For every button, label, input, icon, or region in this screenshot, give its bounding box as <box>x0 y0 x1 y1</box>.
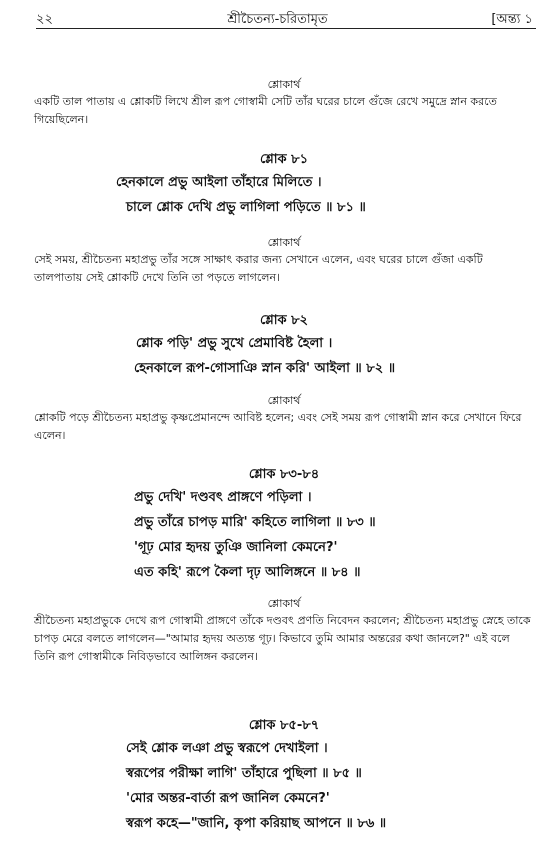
verse-block <box>34 465 534 585</box>
header-rule <box>36 28 536 29</box>
page-header <box>0 6 555 30</box>
verse-line: স্বরূপের পরীক্ষা লাগি' তাঁহারে পুছিলা ॥ ৮৫ ॥ <box>126 766 362 781</box>
verse-line: হেনকালে রূপ-গোসাঞি স্নান করি' আইলা ॥ ৮২ ॥ <box>134 361 396 376</box>
page-number: ২২ <box>36 12 53 27</box>
translation-block <box>34 77 534 129</box>
verse-heading: শ্লোক ৮৩-৮৪ <box>248 467 320 482</box>
verse-line: শ্লোক পড়ি' প্রভু সুখে প্রেমাবিষ্ট হৈলা । <box>136 336 333 351</box>
translation-text: একটি তাল পাতায় এ শ্লোকটি লিখে শ্রীল রূপ গোস্বামী সেটি তাঁর ঘরের চালে গুঁজে রেখে সমুদ্রে স্নান করতে গিয়েছিলেন। <box>34 95 497 126</box>
verse-heading: শ্লোক ৮৫-৮৭ <box>248 718 320 733</box>
verse-line: 'মোর অন্তর-বার্তা রূপ জানিল কেমনে?' <box>126 791 330 806</box>
verse-heading: শ্লোক ৮২ <box>259 313 309 328</box>
verse-line: এত কহি' রূপে কৈলা দৃঢ় আলিঙ্গনে ॥ ৮৪ ॥ <box>134 565 361 580</box>
verse-block <box>34 311 534 381</box>
translation-block <box>34 596 534 666</box>
chapter-reference: [অন্ত্য ১ <box>491 12 533 27</box>
verse-block <box>34 150 534 220</box>
verse-line: 'গূঢ় মোর হৃদয় তুঞি জানিলা কেমনে?' <box>134 540 338 555</box>
verse-heading: শ্লোক ৮১ <box>259 152 309 167</box>
running-title: শ্রীচৈতন্য-চরিতামৃত <box>227 12 328 27</box>
verse-line: প্রভু দেখি' দণ্ডবৎ প্রাঙ্গণে পড়িলা । <box>134 490 312 505</box>
translation-text: শ্রীচৈতন্য মহাপ্রভুকে দেখে রূপ গোস্বামী প্রাঙ্গণে তাঁকে দণ্ডবৎ প্রণতি নিবেদন করলেন; শ্রীচৈতন্য মহাপ্রভু স্নেহে তাকে চাপড় মেরে বলতে লাগলেন—"আমার হৃদয় অত্যন্ত গূঢ়। কিভাবে তুমি আমার অন্তরের কথা জানলে?" এই বলে তিনি রূপ গোস্বামীকে নিবিড়ভাবে আলিঙ্গন করলেন। <box>34 614 531 663</box>
translation-label: শ্লোকার্থ <box>267 394 301 407</box>
verse-line: চালে শ্লোক দেখি প্রভু লাগিলা পড়িতে ॥ ৮১ ॥ <box>126 200 366 215</box>
verse-line: সেই শ্লোক লঞা প্রভু স্বরূপে দেখাইলা । <box>126 741 328 756</box>
translation-text: সেই সময়, শ্রীচৈতন্য মহাপ্রভু তাঁর সঙ্গে সাক্ষাৎ করার জন্য সেখানে এলেন, এবং ঘরের চালে গুঁজা একটি তালপাতায় সেই শ্লোকটি দেখে তিনি তা পড়তে লাগলেন। <box>34 253 483 284</box>
verse-line: হেনকালে প্রভু আইলা তাঁহারে মিলিতে । <box>116 175 322 190</box>
verse-line: প্রভু তাঁরে চাপড় মারি' কহিতে লাগিলা ॥ ৮৩ ॥ <box>134 515 376 530</box>
translation-text: শ্লোকটি পড়ে শ্রীচৈতন্য মহাপ্রভু কৃষ্ণপ্রেমানন্দে আবিষ্ট হলেন; এবং সেই সময় রূপ গোস্বামী স্নান করে সেখানে ফিরে এলেন। <box>34 411 522 442</box>
translation-label: শ্লোকার্থ <box>267 78 301 91</box>
translation-label: শ্লোকার্থ <box>267 597 301 610</box>
verse-block <box>34 716 534 836</box>
translation-block <box>34 393 534 445</box>
verse-line: স্বরূপ কহে—"জানি, কৃপা করিয়াছ আপনে ॥ ৮৬ ॥ <box>126 816 387 831</box>
translation-block <box>34 235 534 287</box>
translation-label: শ্লোকার্থ <box>267 236 301 249</box>
